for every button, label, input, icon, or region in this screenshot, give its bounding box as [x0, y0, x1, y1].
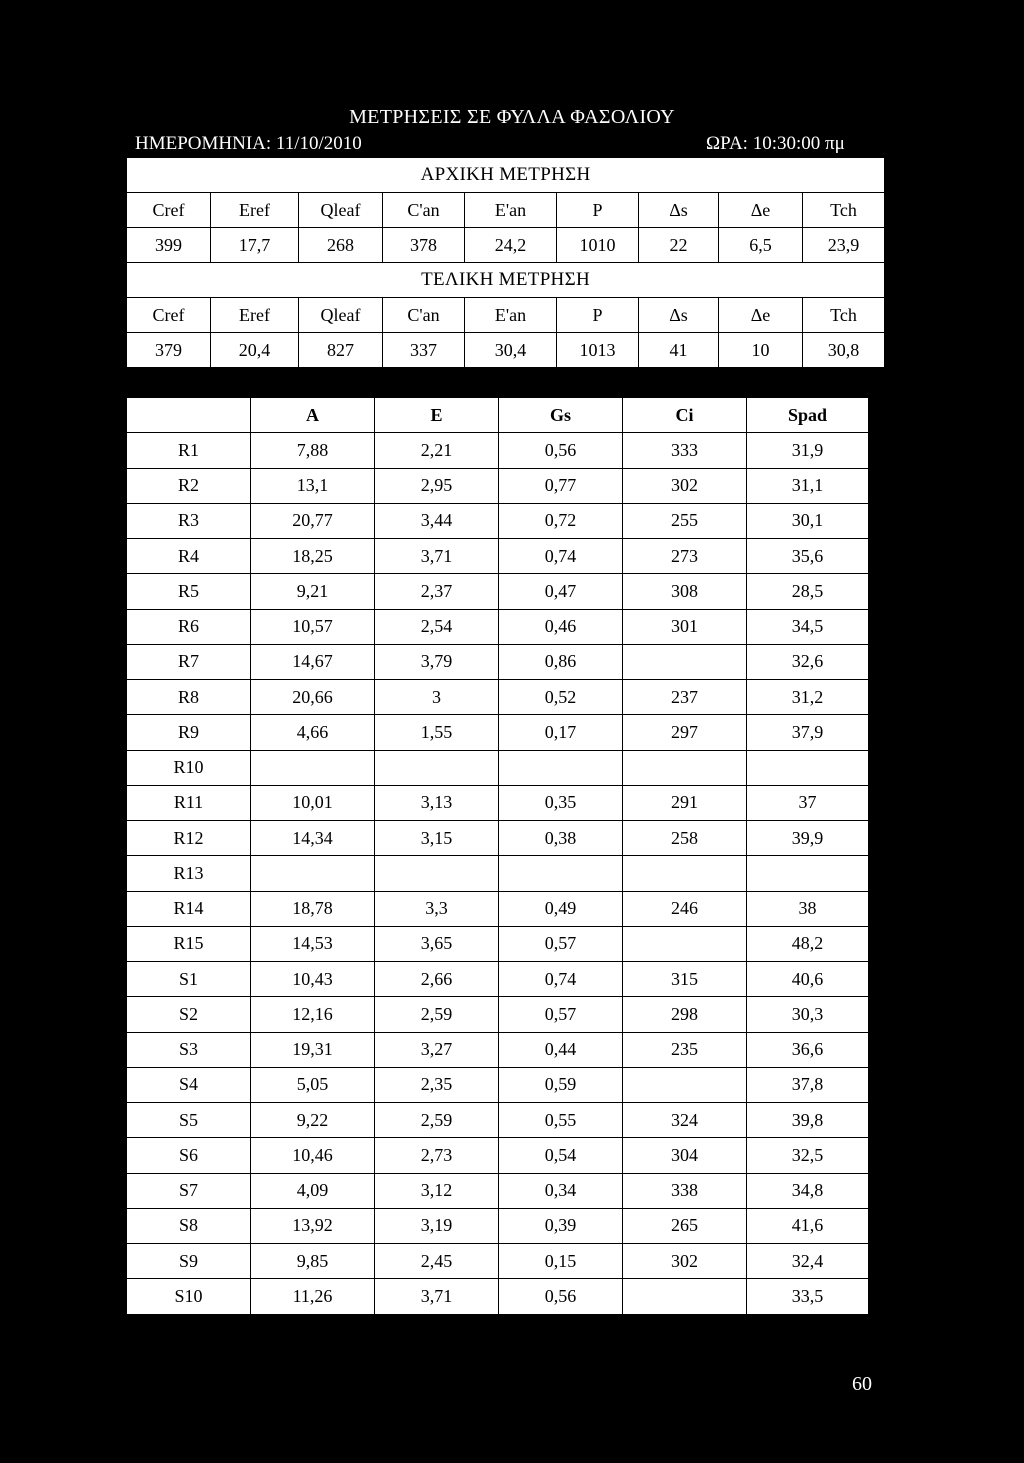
column-header: Cref — [127, 298, 211, 333]
table-cell: 36,6 — [747, 1032, 869, 1067]
table-row — [127, 962, 869, 997]
table-cell: 9,22 — [251, 1103, 375, 1138]
table-cell: 308 — [623, 574, 747, 609]
sample-label: R15 — [127, 926, 251, 961]
sample-label: R1 — [127, 433, 251, 468]
table-cell: 246 — [623, 891, 747, 926]
table-row — [127, 750, 869, 785]
table-cell: 10,57 — [251, 609, 375, 644]
table-cell — [747, 750, 869, 785]
table-cell — [623, 644, 747, 679]
final-value-cell: 337 — [383, 333, 465, 368]
table-row — [127, 433, 869, 468]
table-cell: 31,2 — [747, 680, 869, 715]
column-header: P — [557, 193, 639, 228]
table-cell — [251, 750, 375, 785]
results-header-row — [127, 398, 869, 433]
table-cell — [623, 926, 747, 961]
sample-label: S2 — [127, 997, 251, 1032]
table-cell: 0,77 — [499, 468, 623, 503]
table-cell: 3,15 — [375, 821, 499, 856]
table-cell: 38 — [747, 891, 869, 926]
table-cell: 2,66 — [375, 962, 499, 997]
sample-label: S7 — [127, 1173, 251, 1208]
table-cell: 235 — [623, 1032, 747, 1067]
table-cell: 298 — [623, 997, 747, 1032]
table-cell: 32,5 — [747, 1138, 869, 1173]
measurement-date: ΗΜΕΡΟΜΗΝΙΑ: 11/10/2010 — [135, 133, 362, 154]
sample-label: R13 — [127, 856, 251, 891]
sample-label: R12 — [127, 821, 251, 856]
measurement-time: ΩΡΑ: 10:30:00 πμ — [706, 133, 845, 154]
table-cell: 14,53 — [251, 926, 375, 961]
table-cell: 0,15 — [499, 1244, 623, 1279]
initial-value-cell: 6,5 — [719, 228, 803, 263]
sample-label: R5 — [127, 574, 251, 609]
table-cell: 3 — [375, 680, 499, 715]
final-value-cell: 41 — [639, 333, 719, 368]
sample-label: R2 — [127, 468, 251, 503]
column-header: Tch — [803, 298, 885, 333]
table-row — [127, 1067, 869, 1102]
table-row — [127, 680, 869, 715]
results-column-header — [127, 398, 251, 433]
column-header: Δe — [719, 298, 803, 333]
sample-label: R4 — [127, 539, 251, 574]
table-cell: 1,55 — [375, 715, 499, 750]
sample-label: S4 — [127, 1067, 251, 1102]
table-cell: 10,43 — [251, 962, 375, 997]
table-row — [127, 644, 869, 679]
table-cell: 0,57 — [499, 926, 623, 961]
table-cell: 3,44 — [375, 503, 499, 538]
table-cell: 3,3 — [375, 891, 499, 926]
table-cell: 14,67 — [251, 644, 375, 679]
results-column-header: A — [251, 398, 375, 433]
table-cell: 0,57 — [499, 997, 623, 1032]
table-cell: 2,37 — [375, 574, 499, 609]
table-cell: 40,6 — [747, 962, 869, 997]
table-row — [127, 715, 869, 750]
sample-label: R11 — [127, 785, 251, 820]
table-cell — [623, 856, 747, 891]
table-cell — [499, 856, 623, 891]
column-header: Δs — [639, 193, 719, 228]
table-cell: 2,21 — [375, 433, 499, 468]
table-cell: 10,46 — [251, 1138, 375, 1173]
initial-measurement-title-row — [127, 158, 885, 193]
table-cell: 3,71 — [375, 1279, 499, 1314]
table-row — [127, 1173, 869, 1208]
table-cell: 302 — [623, 1244, 747, 1279]
table-cell: 0,38 — [499, 821, 623, 856]
table-cell: 255 — [623, 503, 747, 538]
column-header: P — [557, 298, 639, 333]
sample-label: S8 — [127, 1208, 251, 1243]
table-cell: 0,52 — [499, 680, 623, 715]
page-number: 60 — [852, 1373, 872, 1395]
sample-label: R7 — [127, 644, 251, 679]
table-row — [127, 997, 869, 1032]
table-cell: 0,59 — [499, 1067, 623, 1102]
table-cell: 20,77 — [251, 503, 375, 538]
table-cell: 2,59 — [375, 1103, 499, 1138]
table-cell: 265 — [623, 1208, 747, 1243]
table-cell: 31,9 — [747, 433, 869, 468]
table-row — [127, 821, 869, 856]
column-header: Tch — [803, 193, 885, 228]
initial-header-row — [127, 193, 885, 228]
table-cell: 37,9 — [747, 715, 869, 750]
column-header: Cref — [127, 193, 211, 228]
table-cell: 37 — [747, 785, 869, 820]
table-cell: 2,95 — [375, 468, 499, 503]
table-cell: 9,21 — [251, 574, 375, 609]
table-cell — [747, 856, 869, 891]
results-column-header: Ci — [623, 398, 747, 433]
table-cell: 2,59 — [375, 997, 499, 1032]
final-header-row — [127, 298, 885, 333]
table-cell: 41,6 — [747, 1208, 869, 1243]
table-cell: 0,56 — [499, 433, 623, 468]
table-row — [127, 1138, 869, 1173]
table-row — [127, 1208, 869, 1243]
table-cell: 28,5 — [747, 574, 869, 609]
initial-value-cell: 17,7 — [211, 228, 299, 263]
table-cell: 20,66 — [251, 680, 375, 715]
initial-value-cell: 24,2 — [465, 228, 557, 263]
table-cell: 0,72 — [499, 503, 623, 538]
document-title: ΜΕΤΡΗΣΕΙΣ ΣΕ ΦΥΛΛΑ ΦΑΣΟΛΙΟΥ — [349, 106, 675, 128]
table-cell: 3,27 — [375, 1032, 499, 1067]
table-cell: 18,78 — [251, 891, 375, 926]
initial-value-cell: 22 — [639, 228, 719, 263]
table-cell: 3,71 — [375, 539, 499, 574]
table-cell: 0,55 — [499, 1103, 623, 1138]
table-cell: 13,1 — [251, 468, 375, 503]
table-cell: 333 — [623, 433, 747, 468]
table-cell: 30,1 — [747, 503, 869, 538]
sample-label: S6 — [127, 1138, 251, 1173]
final-value-cell: 20,4 — [211, 333, 299, 368]
table-cell: 3,19 — [375, 1208, 499, 1243]
column-header: Qleaf — [299, 193, 383, 228]
table-cell: 3,79 — [375, 644, 499, 679]
table-cell: 0,34 — [499, 1173, 623, 1208]
column-header: Qleaf — [299, 298, 383, 333]
final-value-cell: 379 — [127, 333, 211, 368]
table-cell: 0,17 — [499, 715, 623, 750]
table-cell: 32,4 — [747, 1244, 869, 1279]
table-row — [127, 891, 869, 926]
table-cell: 3,13 — [375, 785, 499, 820]
table-cell: 338 — [623, 1173, 747, 1208]
column-header: Eref — [211, 193, 299, 228]
table-cell: 48,2 — [747, 926, 869, 961]
sample-label: R8 — [127, 680, 251, 715]
table-cell: 31,1 — [747, 468, 869, 503]
sample-label: R9 — [127, 715, 251, 750]
table-cell: 30,3 — [747, 997, 869, 1032]
sample-label: S9 — [127, 1244, 251, 1279]
table-cell: 0,86 — [499, 644, 623, 679]
results-table — [126, 397, 869, 1315]
table-cell: 4,66 — [251, 715, 375, 750]
table-cell: 39,9 — [747, 821, 869, 856]
table-cell — [623, 1067, 747, 1102]
table-cell — [623, 750, 747, 785]
measurement-table — [126, 157, 885, 368]
column-header: C'an — [383, 298, 465, 333]
table-cell: 4,09 — [251, 1173, 375, 1208]
column-header: Eref — [211, 298, 299, 333]
results-column-header: E — [375, 398, 499, 433]
column-header: Δs — [639, 298, 719, 333]
table-cell: 0,56 — [499, 1279, 623, 1314]
table-cell — [623, 1279, 747, 1314]
sample-label: R14 — [127, 891, 251, 926]
table-cell: 18,25 — [251, 539, 375, 574]
sample-label: R3 — [127, 503, 251, 538]
table-cell: 9,85 — [251, 1244, 375, 1279]
table-row — [127, 1032, 869, 1067]
initial-value-cell: 399 — [127, 228, 211, 263]
sample-label: S10 — [127, 1279, 251, 1314]
table-cell: 304 — [623, 1138, 747, 1173]
final-measurement-title-row — [127, 263, 885, 298]
table-cell — [375, 856, 499, 891]
table-cell: 3,12 — [375, 1173, 499, 1208]
table-row — [127, 574, 869, 609]
final-value-cell: 30,8 — [803, 333, 885, 368]
initial-values-row — [127, 228, 885, 263]
table-row — [127, 468, 869, 503]
sample-label: S3 — [127, 1032, 251, 1067]
table-row — [127, 785, 869, 820]
table-row — [127, 539, 869, 574]
table-row — [127, 1244, 869, 1279]
table-cell: 13,92 — [251, 1208, 375, 1243]
table-cell: 237 — [623, 680, 747, 715]
table-row — [127, 926, 869, 961]
table-cell: 0,74 — [499, 539, 623, 574]
table-cell: 33,5 — [747, 1279, 869, 1314]
table-cell: 291 — [623, 785, 747, 820]
table-row — [127, 1279, 869, 1314]
table-cell: 19,31 — [251, 1032, 375, 1067]
table-cell: 2,45 — [375, 1244, 499, 1279]
table-cell: 273 — [623, 539, 747, 574]
initial-value-cell: 268 — [299, 228, 383, 263]
sample-label: R6 — [127, 609, 251, 644]
table-cell: 302 — [623, 468, 747, 503]
table-cell: 35,6 — [747, 539, 869, 574]
initial-measurement-title: ΑΡΧΙΚΗ ΜΕΤΡΗΣΗ — [127, 158, 885, 193]
final-values-row — [127, 333, 885, 368]
final-value-cell: 1013 — [557, 333, 639, 368]
table-cell: 0,47 — [499, 574, 623, 609]
table-cell: 5,05 — [251, 1067, 375, 1102]
table-cell: 301 — [623, 609, 747, 644]
initial-value-cell: 23,9 — [803, 228, 885, 263]
table-cell: 10,01 — [251, 785, 375, 820]
table-cell: 0,46 — [499, 609, 623, 644]
table-cell: 34,8 — [747, 1173, 869, 1208]
table-cell: 11,26 — [251, 1279, 375, 1314]
table-cell: 0,74 — [499, 962, 623, 997]
table-cell — [251, 856, 375, 891]
column-header: E'an — [465, 193, 557, 228]
table-cell: 0,49 — [499, 891, 623, 926]
table-cell: 2,35 — [375, 1067, 499, 1102]
sample-label: S5 — [127, 1103, 251, 1138]
table-row — [127, 1103, 869, 1138]
table-row — [127, 856, 869, 891]
table-cell: 7,88 — [251, 433, 375, 468]
table-cell: 2,54 — [375, 609, 499, 644]
table-cell: 2,73 — [375, 1138, 499, 1173]
table-cell: 37,8 — [747, 1067, 869, 1102]
initial-value-cell: 1010 — [557, 228, 639, 263]
table-cell: 39,8 — [747, 1103, 869, 1138]
column-header: C'an — [383, 193, 465, 228]
table-cell: 0,39 — [499, 1208, 623, 1243]
table-cell: 32,6 — [747, 644, 869, 679]
table-cell: 0,35 — [499, 785, 623, 820]
table-cell: 258 — [623, 821, 747, 856]
table-cell: 0,54 — [499, 1138, 623, 1173]
results-column-header: Gs — [499, 398, 623, 433]
table-cell: 34,5 — [747, 609, 869, 644]
table-cell: 324 — [623, 1103, 747, 1138]
final-measurement-title: ΤΕΛΙΚΗ ΜΕΤΡΗΣΗ — [127, 263, 885, 298]
table-cell: 315 — [623, 962, 747, 997]
table-cell — [375, 750, 499, 785]
table-cell: 297 — [623, 715, 747, 750]
column-header: E'an — [465, 298, 557, 333]
table-row — [127, 503, 869, 538]
table-cell: 0,44 — [499, 1032, 623, 1067]
final-value-cell: 827 — [299, 333, 383, 368]
table-row — [127, 609, 869, 644]
initial-value-cell: 378 — [383, 228, 465, 263]
final-value-cell: 30,4 — [465, 333, 557, 368]
table-cell — [499, 750, 623, 785]
final-value-cell: 10 — [719, 333, 803, 368]
table-cell: 3,65 — [375, 926, 499, 961]
results-column-header: Spad — [747, 398, 869, 433]
table-cell: 14,34 — [251, 821, 375, 856]
sample-label: S1 — [127, 962, 251, 997]
column-header: Δe — [719, 193, 803, 228]
table-cell: 12,16 — [251, 997, 375, 1032]
sample-label: R10 — [127, 750, 251, 785]
